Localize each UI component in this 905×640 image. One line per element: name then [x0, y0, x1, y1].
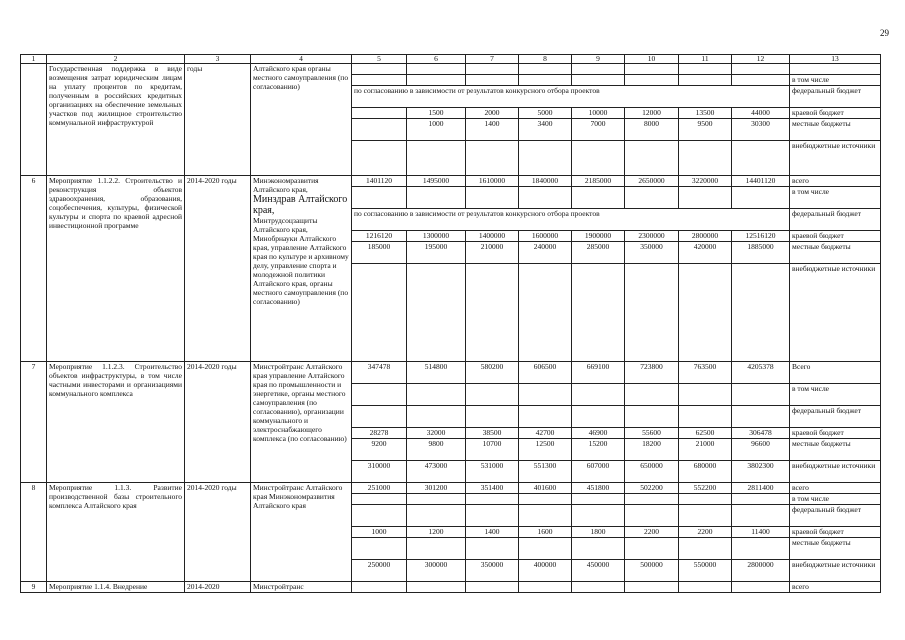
- value-cell: [625, 141, 679, 176]
- value-cell: 400000: [519, 560, 572, 582]
- value-cell: 14401120: [732, 176, 790, 187]
- value-cell: [679, 538, 732, 560]
- value-cell: [466, 582, 519, 593]
- value-cell: [732, 64, 790, 75]
- period: 2014-2020 годы: [185, 176, 251, 362]
- value-cell: [679, 582, 732, 593]
- value-cell: [519, 75, 572, 86]
- value-cell: [352, 406, 407, 428]
- value-cell: [732, 406, 790, 428]
- value-cell: [572, 538, 625, 560]
- funding-source-label: федеральный бюджет: [790, 209, 881, 231]
- value-cell: 9800: [407, 439, 466, 461]
- table-row: [21, 64, 881, 75]
- funding-source-label: краевой бюджет: [790, 428, 881, 439]
- value-cell: [407, 187, 466, 209]
- value-cell: 1900000: [572, 231, 625, 242]
- funding-source-label: всего: [790, 582, 881, 593]
- value-cell: [519, 538, 572, 560]
- value-cell: 42700: [519, 428, 572, 439]
- header-cell: 4: [251, 55, 352, 64]
- header-cell: 9: [572, 55, 625, 64]
- measure-name: Мероприятие 1.1.2.3. Строительство объектов инфраструктуры, в том числе частными инвесторами и организациями коммунального комплекса: [47, 362, 185, 483]
- value-cell: [732, 141, 790, 176]
- executor-line: Минэкономразвития Алтайского края,: [253, 176, 319, 194]
- header-cell: 12: [732, 55, 790, 64]
- value-cell: [352, 64, 407, 75]
- header-cell: 5: [352, 55, 407, 64]
- value-cell: 1800: [572, 527, 625, 538]
- value-cell: 38500: [466, 428, 519, 439]
- value-cell: 1400: [466, 527, 519, 538]
- value-cell: 2185000: [572, 176, 625, 187]
- value-cell: [519, 141, 572, 176]
- value-cell: [352, 119, 407, 141]
- value-cell: 552200: [679, 483, 732, 494]
- measure-name: Мероприятие 1.1.4. Внедрение: [47, 582, 185, 593]
- value-cell: [352, 108, 407, 119]
- value-cell: 2800000: [732, 560, 790, 582]
- value-cell: 2800000: [679, 231, 732, 242]
- value-cell: 285000: [572, 242, 625, 264]
- funding-source-label: в том числе: [790, 187, 881, 209]
- header-cell: 1: [21, 55, 47, 64]
- value-cell: [625, 264, 679, 362]
- value-cell: 1840000: [519, 176, 572, 187]
- table-row: [21, 483, 881, 494]
- value-cell: [625, 384, 679, 406]
- value-cell: 1495000: [407, 176, 466, 187]
- measure-name: Мероприятие 1.1.2.2. Строительство и реконструкция объектов здравоохранения, образования, соцобеспечения, культуры, физической культуры и спорта по краевой адресной инвестиционной программе: [47, 176, 185, 362]
- value-cell: [407, 538, 466, 560]
- value-cell: 10700: [466, 439, 519, 461]
- executor-line: Минтрудсоцзащиты Алтайского края, Минобрнауки Алтайского края, управление Алтайского края по культуре и архивному делу, управление спорта и молодежной политики Алтайского края, органы местного самоуправления (по согласованию): [253, 216, 349, 306]
- value-cell: 1500: [407, 108, 466, 119]
- value-cell: [679, 264, 732, 362]
- value-cell: 62500: [679, 428, 732, 439]
- value-cell: 11400: [732, 527, 790, 538]
- value-cell: 551300: [519, 461, 572, 483]
- header-cell: 8: [519, 55, 572, 64]
- budget-table: [20, 54, 881, 593]
- value-cell: [519, 582, 572, 593]
- value-cell: 310000: [352, 461, 407, 483]
- value-cell: [519, 505, 572, 527]
- value-cell: 3400: [519, 119, 572, 141]
- value-cell: 606500: [519, 362, 572, 384]
- executor: Алтайского края органы местного самоуправления (по согласованию): [251, 64, 352, 176]
- value-cell: 669100: [572, 362, 625, 384]
- value-cell: [466, 64, 519, 75]
- funding-source-label: краевой бюджет: [790, 527, 881, 538]
- value-cell: 251000: [352, 483, 407, 494]
- value-cell: [732, 75, 790, 86]
- value-cell: 9500: [679, 119, 732, 141]
- header-cell: 7: [466, 55, 519, 64]
- value-cell: [625, 538, 679, 560]
- value-cell: [466, 406, 519, 428]
- value-cell: 300000: [407, 560, 466, 582]
- value-cell: [466, 75, 519, 86]
- value-cell: 607000: [572, 461, 625, 483]
- funding-source-label: местные бюджеты: [790, 119, 881, 141]
- funding-source-label: в том числе: [790, 75, 881, 86]
- agreement-note: по согласованию в зависимости от результатов конкурсного отбора проектов: [352, 86, 790, 108]
- value-cell: [572, 75, 625, 86]
- value-cell: 763500: [679, 362, 732, 384]
- header-cell: 6: [407, 55, 466, 64]
- value-cell: 2200: [625, 527, 679, 538]
- value-cell: 2000: [466, 108, 519, 119]
- value-cell: 650000: [625, 461, 679, 483]
- funding-source-label: местные бюджеты: [790, 242, 881, 264]
- value-cell: [407, 505, 466, 527]
- value-cell: 30300: [732, 119, 790, 141]
- value-cell: 5000: [519, 108, 572, 119]
- header-cell: 10: [625, 55, 679, 64]
- value-cell: [679, 406, 732, 428]
- value-cell: [732, 384, 790, 406]
- value-cell: 1600000: [519, 231, 572, 242]
- funding-source-label: в том числе: [790, 494, 881, 505]
- value-cell: 401600: [519, 483, 572, 494]
- value-cell: [679, 384, 732, 406]
- value-cell: [352, 582, 407, 593]
- row-number: [21, 64, 47, 176]
- value-cell: [572, 187, 625, 209]
- value-cell: 500000: [625, 560, 679, 582]
- executor-line: Минздрав Алтайского края,: [253, 194, 348, 216]
- value-cell: [519, 264, 572, 362]
- value-cell: [352, 75, 407, 86]
- funding-source-label: местные бюджеты: [790, 439, 881, 461]
- value-cell: [407, 64, 466, 75]
- value-cell: 420000: [679, 242, 732, 264]
- value-cell: 18200: [625, 439, 679, 461]
- period: 2014-2020 годы: [185, 483, 251, 582]
- value-cell: 46900: [572, 428, 625, 439]
- funding-source-label: федеральный бюджет: [790, 86, 881, 108]
- funding-source-label: в том числе: [790, 384, 881, 406]
- value-cell: [407, 494, 466, 505]
- row-number: 6: [21, 176, 47, 362]
- period: годы: [185, 64, 251, 176]
- value-cell: 9200: [352, 439, 407, 461]
- value-cell: [572, 494, 625, 505]
- header-row: [21, 55, 881, 64]
- value-cell: 1000: [407, 119, 466, 141]
- value-cell: 1400000: [466, 231, 519, 242]
- executor: Минстройтранс: [251, 582, 352, 593]
- value-cell: 13500: [679, 108, 732, 119]
- value-cell: 1610000: [466, 176, 519, 187]
- value-cell: [625, 505, 679, 527]
- value-cell: [519, 384, 572, 406]
- value-cell: [519, 494, 572, 505]
- value-cell: [732, 538, 790, 560]
- funding-source-label: внебюджетные источники: [790, 141, 881, 176]
- value-cell: [572, 141, 625, 176]
- value-cell: 580200: [466, 362, 519, 384]
- value-cell: 250000: [352, 560, 407, 582]
- measure-name: Государственная поддержка в виде возмещения затрат юридическим лицам на уплату процентов по кредитам, полученным в российских кредитных организациях на обеспечение земельных участков под жилищное строительство коммунальной инфраструктурой: [47, 64, 185, 176]
- value-cell: [352, 538, 407, 560]
- value-cell: [572, 64, 625, 75]
- table-row: [21, 582, 881, 593]
- value-cell: 502200: [625, 483, 679, 494]
- value-cell: [625, 406, 679, 428]
- funding-source-label: местные бюджеты: [790, 538, 881, 560]
- value-cell: 10000: [572, 108, 625, 119]
- value-cell: 451800: [572, 483, 625, 494]
- value-cell: 15200: [572, 439, 625, 461]
- value-cell: 351400: [466, 483, 519, 494]
- value-cell: [679, 494, 732, 505]
- value-cell: 185000: [352, 242, 407, 264]
- value-cell: [519, 187, 572, 209]
- value-cell: 306478: [732, 428, 790, 439]
- header-cell: 2: [47, 55, 185, 64]
- funding-source-label: внебюджетные источники: [790, 264, 881, 362]
- value-cell: [625, 64, 679, 75]
- value-cell: 680000: [679, 461, 732, 483]
- value-cell: [352, 494, 407, 505]
- value-cell: 210000: [466, 242, 519, 264]
- value-cell: 1000: [352, 527, 407, 538]
- executor: [251, 176, 352, 362]
- value-cell: 450000: [572, 560, 625, 582]
- value-cell: [519, 64, 572, 75]
- value-cell: 723800: [625, 362, 679, 384]
- table-row: [21, 176, 881, 187]
- value-cell: [352, 264, 407, 362]
- value-cell: [572, 384, 625, 406]
- value-cell: [407, 141, 466, 176]
- value-cell: [625, 187, 679, 209]
- value-cell: 2200: [679, 527, 732, 538]
- value-cell: 550000: [679, 560, 732, 582]
- value-cell: 1401120: [352, 176, 407, 187]
- value-cell: 240000: [519, 242, 572, 264]
- value-cell: 1200: [407, 527, 466, 538]
- value-cell: [679, 64, 732, 75]
- value-cell: [572, 406, 625, 428]
- value-cell: 28278: [352, 428, 407, 439]
- value-cell: [572, 264, 625, 362]
- funding-source-label: федеральный бюджет: [790, 505, 881, 527]
- value-cell: [407, 384, 466, 406]
- value-cell: [519, 406, 572, 428]
- table-row: [21, 362, 881, 384]
- value-cell: 3802300: [732, 461, 790, 483]
- value-cell: 1300000: [407, 231, 466, 242]
- value-cell: 1216120: [352, 231, 407, 242]
- value-cell: [352, 187, 407, 209]
- header-cell: 3: [185, 55, 251, 64]
- value-cell: [352, 384, 407, 406]
- row-number: 7: [21, 362, 47, 483]
- value-cell: [466, 384, 519, 406]
- row-number: 9: [21, 582, 47, 593]
- value-cell: [732, 505, 790, 527]
- value-cell: [466, 538, 519, 560]
- value-cell: 3220000: [679, 176, 732, 187]
- value-cell: [732, 494, 790, 505]
- page-number: 29: [880, 28, 889, 38]
- value-cell: [572, 505, 625, 527]
- value-cell: 301200: [407, 483, 466, 494]
- funding-source-label: федеральный бюджет: [790, 406, 881, 428]
- value-cell: 347478: [352, 362, 407, 384]
- value-cell: 1400: [466, 119, 519, 141]
- value-cell: 21000: [679, 439, 732, 461]
- value-cell: 12500: [519, 439, 572, 461]
- value-cell: 195000: [407, 242, 466, 264]
- value-cell: [466, 494, 519, 505]
- value-cell: 473000: [407, 461, 466, 483]
- value-cell: 2650000: [625, 176, 679, 187]
- value-cell: 12000: [625, 108, 679, 119]
- value-cell: 514800: [407, 362, 466, 384]
- value-cell: [407, 582, 466, 593]
- value-cell: 55600: [625, 428, 679, 439]
- value-cell: 350000: [625, 242, 679, 264]
- value-cell: [679, 75, 732, 86]
- value-cell: 8000: [625, 119, 679, 141]
- value-cell: [572, 582, 625, 593]
- value-cell: [625, 582, 679, 593]
- value-cell: [407, 406, 466, 428]
- funding-source-label: краевой бюджет: [790, 231, 881, 242]
- value-cell: 1885000: [732, 242, 790, 264]
- value-cell: 96600: [732, 439, 790, 461]
- measure-name: Мероприятие 1.1.3. Развитие производственной базы строительного комплекса Алтайского края: [47, 483, 185, 582]
- executor: Минстройтранс Алтайского края Минэкономразвития Алтайского края: [251, 483, 352, 582]
- value-cell: [466, 505, 519, 527]
- value-cell: [407, 75, 466, 86]
- funding-source-label: внебюджетные источники: [790, 461, 881, 483]
- header-cell: 13: [790, 55, 881, 64]
- agreement-note: по согласованию в зависимости от результатов конкурсного отбора проектов: [352, 209, 790, 231]
- period: 2014-2020: [185, 582, 251, 593]
- funding-source-label: краевой бюджет: [790, 108, 881, 119]
- funding-source-label: Всего: [790, 362, 881, 384]
- value-cell: [625, 494, 679, 505]
- value-cell: [466, 187, 519, 209]
- value-cell: [352, 141, 407, 176]
- value-cell: 531000: [466, 461, 519, 483]
- value-cell: [679, 505, 732, 527]
- value-cell: [732, 187, 790, 209]
- value-cell: 44000: [732, 108, 790, 119]
- value-cell: 2811400: [732, 483, 790, 494]
- row-number: 8: [21, 483, 47, 582]
- value-cell: 32000: [407, 428, 466, 439]
- funding-source-label: [790, 64, 881, 75]
- header-cell: 11: [679, 55, 732, 64]
- value-cell: [407, 264, 466, 362]
- value-cell: 350000: [466, 560, 519, 582]
- value-cell: [466, 141, 519, 176]
- value-cell: [352, 505, 407, 527]
- period: 2014-2020 годы: [185, 362, 251, 483]
- value-cell: [732, 582, 790, 593]
- value-cell: [625, 75, 679, 86]
- value-cell: [679, 187, 732, 209]
- funding-source-label: всего: [790, 483, 881, 494]
- value-cell: [679, 141, 732, 176]
- funding-source-label: всего: [790, 176, 881, 187]
- value-cell: 2300000: [625, 231, 679, 242]
- value-cell: 7000: [572, 119, 625, 141]
- executor: Минстройтранс Алтайского края управление Алтайского края по промышленности и энергетике, органы местного самоуправления (по согласованию), организации коммунального и электроснабжающего комплекса (по согласованию): [251, 362, 352, 483]
- value-cell: [466, 264, 519, 362]
- value-cell: 1600: [519, 527, 572, 538]
- value-cell: [732, 264, 790, 362]
- funding-source-label: внебюджетные источники: [790, 560, 881, 582]
- value-cell: 12516120: [732, 231, 790, 242]
- value-cell: 4205378: [732, 362, 790, 384]
